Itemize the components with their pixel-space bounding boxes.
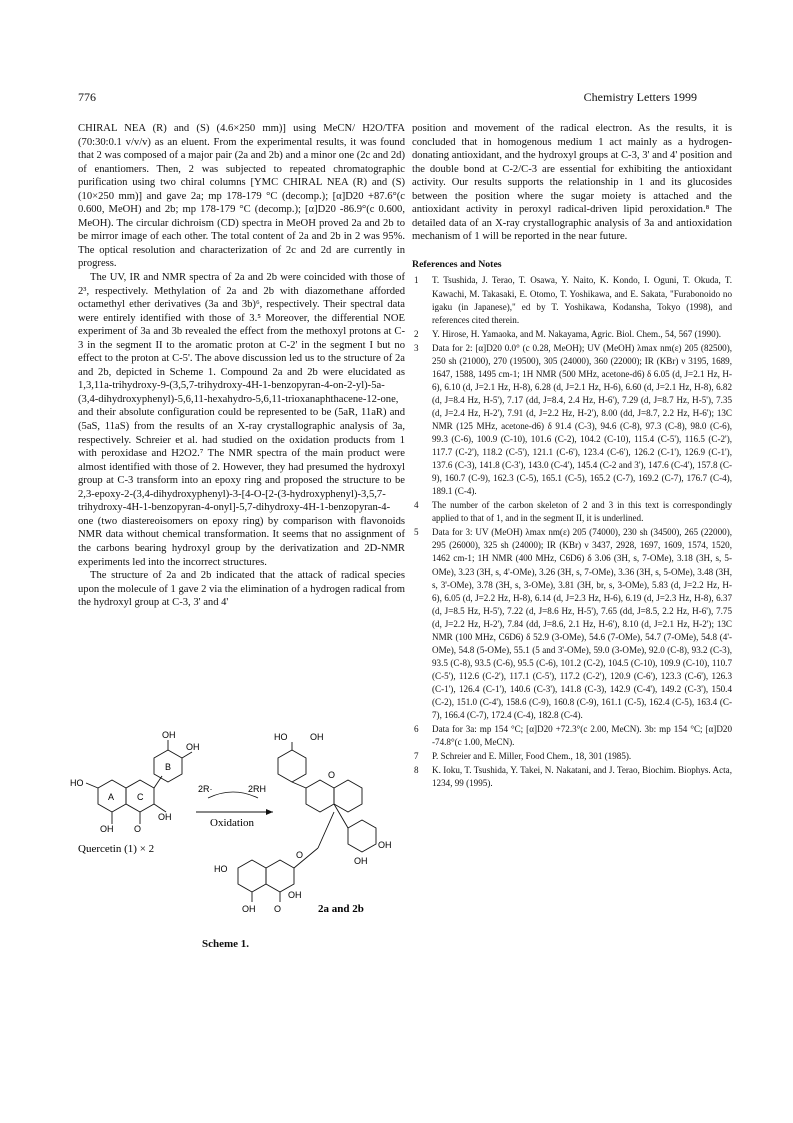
reaction-arrowhead — [266, 809, 273, 815]
references-title: References and Notes — [412, 258, 502, 270]
reference-item: 7 P. Schreier and E. Miller, Food Chem., 18, 301 (1985). — [414, 751, 632, 762]
references-list — [412, 274, 732, 790]
reagent-radical: 2R· — [198, 784, 213, 794]
reference-item: 6 Data for 3a: mp 154 °C; [α]D20 +72.3°(c 2.00, MeCN). 3b: mp 154 °C; [α]D20 -74.8°(c 1.00, MeCN). — [414, 724, 732, 748]
left-column — [78, 122, 405, 610]
product-ho-left: HO — [214, 864, 228, 874]
reference-item: 4 The number of the carbon skeleton of 2 and 3 in this text is correspondingly applied to that of 1, and in the segment II, it is underlined. — [414, 500, 732, 524]
ring-b-label: B — [165, 762, 172, 772]
reagent-rh: 2RH — [248, 784, 267, 794]
product-oh-right: OH — [378, 840, 392, 850]
product-label: 2a and 2b — [318, 903, 364, 915]
oh-3-label: OH — [158, 812, 172, 822]
reaction-scheme — [70, 728, 398, 958]
oh-5-label: OH — [100, 824, 114, 834]
o-carbonyl-label: O — [134, 824, 142, 834]
product-o-ring: O — [328, 770, 336, 780]
reference-item: 3 Data for 2: [α]D20 0.0° (c 0.28, MeOH); UV (MeOH) λmax nm(ε) 205 (82500), 250 sh (21000), 270 (19500), 305 (24000), 360 (22000); IR (KBr) ν 3195, 1689, 1647, 1588, 1495 cm-1; 1H NMR (500 MHz, acetone-d6) δ 6.05 (d, J=2.1 Hz, H-6), 6.10 (d, J=2.1 Hz, H-8), 6.28 (d, J=2.1 Hz, H-6), 6.60 (d, J=2.1 Hz, H-8), 6.82 (d, J=8.4 Hz, H-5'), 7.17 (dd, J=8.4, 2.4 Hz, H-6'), 7.29 (d, J=8.7 Hz, H-5'), 7.35 (d, J=2.4 Hz, H-2'), 7.91 (d, J=2.2 Hz, H-2'), 8.00 (dd, J=8.7, 2.2 Hz, H-6'); 13C NMR (125 MHz, acetone-d6) δ 91.4 (C-3), 94.6 (C-8), 97.3 (C-8), 98.0 (C-6), 99.3 (C-6), 100.9 (C-10), 101.6 (C-2), 104.2 (C-10), 115.4 (C-5'), 116.5 (C-2'), 117.7 (C-2'), 118.2 (C-5'), 121.1 (C-6'), 123.4 (C-6'), 126.2 (C-1'), 126.9 (C-1'), 137.6 (C-3), 141.8 (C-3'), 143.0 (C-4'), 145.4 (C-2 and 3'), 147.6 (C-4'), 157.8 (C-9), 160.7 (C-9), 162.3 (C-5), 165.1 (C-5), 165.2 (C-7), 169.2 (C-7), 176.7 (C-4), 189.1 (C-4). — [414, 342, 732, 497]
page-number: 776 — [78, 90, 96, 104]
ring-c-label: C — [137, 792, 144, 802]
product-oh-bottom: OH — [242, 904, 256, 914]
scheme-caption: Scheme 1. — [202, 938, 250, 950]
product-structure — [238, 742, 376, 902]
product-oh-top: OH — [310, 732, 324, 742]
reference-item: 5 Data for 3: UV (MeOH) λmax nm(ε) 205 (74000), 230 sh (34500), 265 (22000), 295 (26000), 325 sh (24000); IR (KBr) ν 3437, 2928, 1697, 1609, 1574, 1520, 1462 cm-1; 1H NMR (400 MHz, C6D6) δ 3.06 (3H, s, 7-OMe), 3.18 (3H, s, 5-OMe), 3.23 (3H, s, 4'-OMe), 3.26 (3H, s, 7-OMe), 3.36 (3H, s, 5-OMe), 3.48 (3H, s, 3'-OMe), 3.78 (3H, s, 3-OMe), 3.81 (3H, br, s, 3-OMe), 5.83 (d, J=2.2 Hz, H-6), 6.05 (d, J=2.2 Hz, H-8), 6.14 (d, J=2.3 Hz, H-6), 6.19 (d, J=2.3 Hz, H-8), 6.37 (d, J=8.5 Hz, H-5'), 7.22 (d, J=8.6 Hz, H-5'), 7.65 (dd, J=8.5, 2.2 Hz, H-6'), 7.75 (d, J=2.2 Hz, H-2'), 7.84 (dd, J=8.6, 2.1 Hz, H-6'), 8.10 (d, J=2.1 Hz, H-2'); 13C NMR (100 MHz, C6D6) δ 52.9 (3-OMe), 54.6 (7-OMe), 54.7 (7-OMe), 54.8 (4'-OMe), 54.8 (5-OMe), 55.1 (5 and 3'-OMe), 59.0 (3-OMe), 92.0 (C-8), 93.2 (C-3), 93.5 (C-8), 93.5 (C-6), 95.5 (C-6), 101.2 (C-2), 104.5 (C-10), 109.9 (C-10), 110.7 (C-5'), 112.6 (C-2'), 117.1 (C-5'), 117.2 (C-2'), 120.9 (C-6'), 123.3 (C-6'), 126.3 (C-1'), 126.4 (C-1'), 140.6 (C-3'), 141.8 (C-3), 142.9 (C-4'), 149.2 (C-3'), 150.4 (C-2), 151.0 (C-4'), 158.6 (C-9), 160.8 (C-9), 161.1 (C-5), 162.4 (C-5), 163.4 (C-7), 166.4 (C-7), 172.4 (C-4), 182.8 (C-4). — [414, 527, 732, 721]
left-paragraph-2: The UV, IR and NMR spectra of 2a and 2b were coincided with those of 2³, respectively. Methylation of 2a and 2b with diazomethane afforded octamethyl ether derivatives (3a and 3b)⁶, respectively. Their spectral data were entirely identified with those of 3.⁵ Moreover, the differential NOE experiment of 3a and 3b revealed the effect from the methoxyl protons at C-3 in the segment II to the aromatic proton at C-2' in the segment I but no effect to the proton at C-5'. The above discussion led us to the structure of 2a and 2b, depicted in Scheme 1. Compound 2a and 2b were elucidated as 1,3,11a-trihydroxy-9-(3,5,7-trihydroxy-4H-1-benzopyran-4-on-2-yl)-5a-(3,4-dihydroxyphenyl)-5,6,11-hexahydro-5,6,11-trioxanaphthacene-12-one, and their absolute configuration could be represented to be (5aR, 11aR) and (5aS, 11aS) from the results of an X-ray crystallographic analysis of 3a, respectively. Schreier et al. had studied on the oxidation products from 1 with peroxidase and H2O2.⁷ The NMR spectra of the main product were almost identified with those of 2. However, they had presumed the hydroxyl group at C-3 transform into an epoxy ring and proposed the structure to be 2,3-epoxy-2-(3,4-dihydroxyphenyl)-3-[4-O-[2-(3-hydroxyphenyl)-3,5,7-trihydroxy-4H-1-benzopyran-4-onyl]-5,7-dihydroxy-4H-1-benzopyran-4-one (two diastereoisomers on epoxy ring) by comparison with flavonoids NMR data without chemical transformation. It seems that no assignment of the carbons bearing hydroxyl group by the derivatization and 2D-NMR experiments led into the incorrect structures. — [78, 272, 405, 568]
reference-item: 2 Y. Hirose, H. Yamaoka, and M. Nakayama, Agric. Biol. Chem., 54, 567 (1990). — [414, 328, 722, 339]
reference-item: 1 T. Tsushida, J. Terao, T. Osawa, Y. Naito, K. Kondo, I. Oguni, T. Okuda, T. Kawachi, M. Takasaki, E. Otomo, T. Yoshikawa, and E. Sakata, "Furabonoido no igaku (in Japanese)," ed by T. Yoshikawa, Kodansha, Tokyo (1998), and references cited therein. — [414, 275, 732, 325]
arrow-label: Oxidation — [210, 817, 254, 829]
ho-7-label: HO — [70, 778, 84, 788]
left-paragraph-3: The structure of 2a and 2b indicated that the attack of radical species upon the molecule of 1 gave 2 via the elimination of a hydrogen radical from the hydroxyl group at C-3, 3' and 4' — [78, 570, 405, 609]
left-paragraph-1: CHIRAL NEA (R) and (S) (4.6×250 mm)] using MeCN/ H2O/TFA (70:30:0.1 v/v/v) as an eluent. From the experimental results, it was found that 2 was composed of a major pair (2a and 2b) and a minor one (2c and 2d) of enantiomers. Then, 2 was subjected to repeated chromatographic purification using two chiral columns [YMC CHIRAL NEA (R) and (S) (10×250 mm)] and gave 2a; mp 178-179 °C (decomp.); [α]D20 +87.6°(c 0.600, MeOH) and 2b; mp 178-179 °C (decomp.); [α]D20 -86.9°(c 0.600, MeOH). The circular dichroism (CD) spectra in MeOH proved 2a and 2b to be mirror image of each other. The total content of 2a and 2b in 2 was 95%. The optical resolution and characterization of 2c and 2d are currently in progress. — [78, 123, 405, 270]
right-column — [412, 122, 732, 791]
oh-4p-label: OH — [186, 742, 200, 752]
ring-a-label: A — [108, 792, 115, 802]
reference-item: 8 K. Ioku, T. Tsushida, Y. Takei, N. Nakatani, and J. Terao, Biochim. Biophys. Acta, 1234, 99 (1995). — [414, 765, 732, 789]
right-paragraph-1: position and movement of the radical electron. As the results, it is concluded that in homogenous medium 1 act mainly as a hydrogen-donating antioxidant, and the hydroxyl groups at C-3, 3' and 4' position and the double bond at C-2/C-3 are essential for exhibiting the antioxidant activity. Our results supports the relationship in 1 and its glucosides between the position where the sugar moiety is attached and the antioxidant activity in peroxyl radical-driven lipid peroxidation.⁸ The detailed data of an X-ray crystallographic analysis of 3a and antioxidation mechanism of 1 will be reported in the near future. — [412, 123, 732, 243]
product-oh-mid: OH — [288, 890, 302, 900]
journal-title: Chemistry Letters 1999 — [583, 90, 697, 104]
product-o-mid: O — [296, 850, 304, 860]
product-oh-bottom-right: OH — [354, 856, 368, 866]
product-o-bottom: O — [274, 904, 282, 914]
quercetin-structure — [86, 740, 192, 824]
reactant-label: Quercetin (1) × 2 — [78, 843, 155, 855]
product-ho-top: HO — [274, 732, 288, 742]
oh-3p-label: OH — [162, 730, 176, 740]
